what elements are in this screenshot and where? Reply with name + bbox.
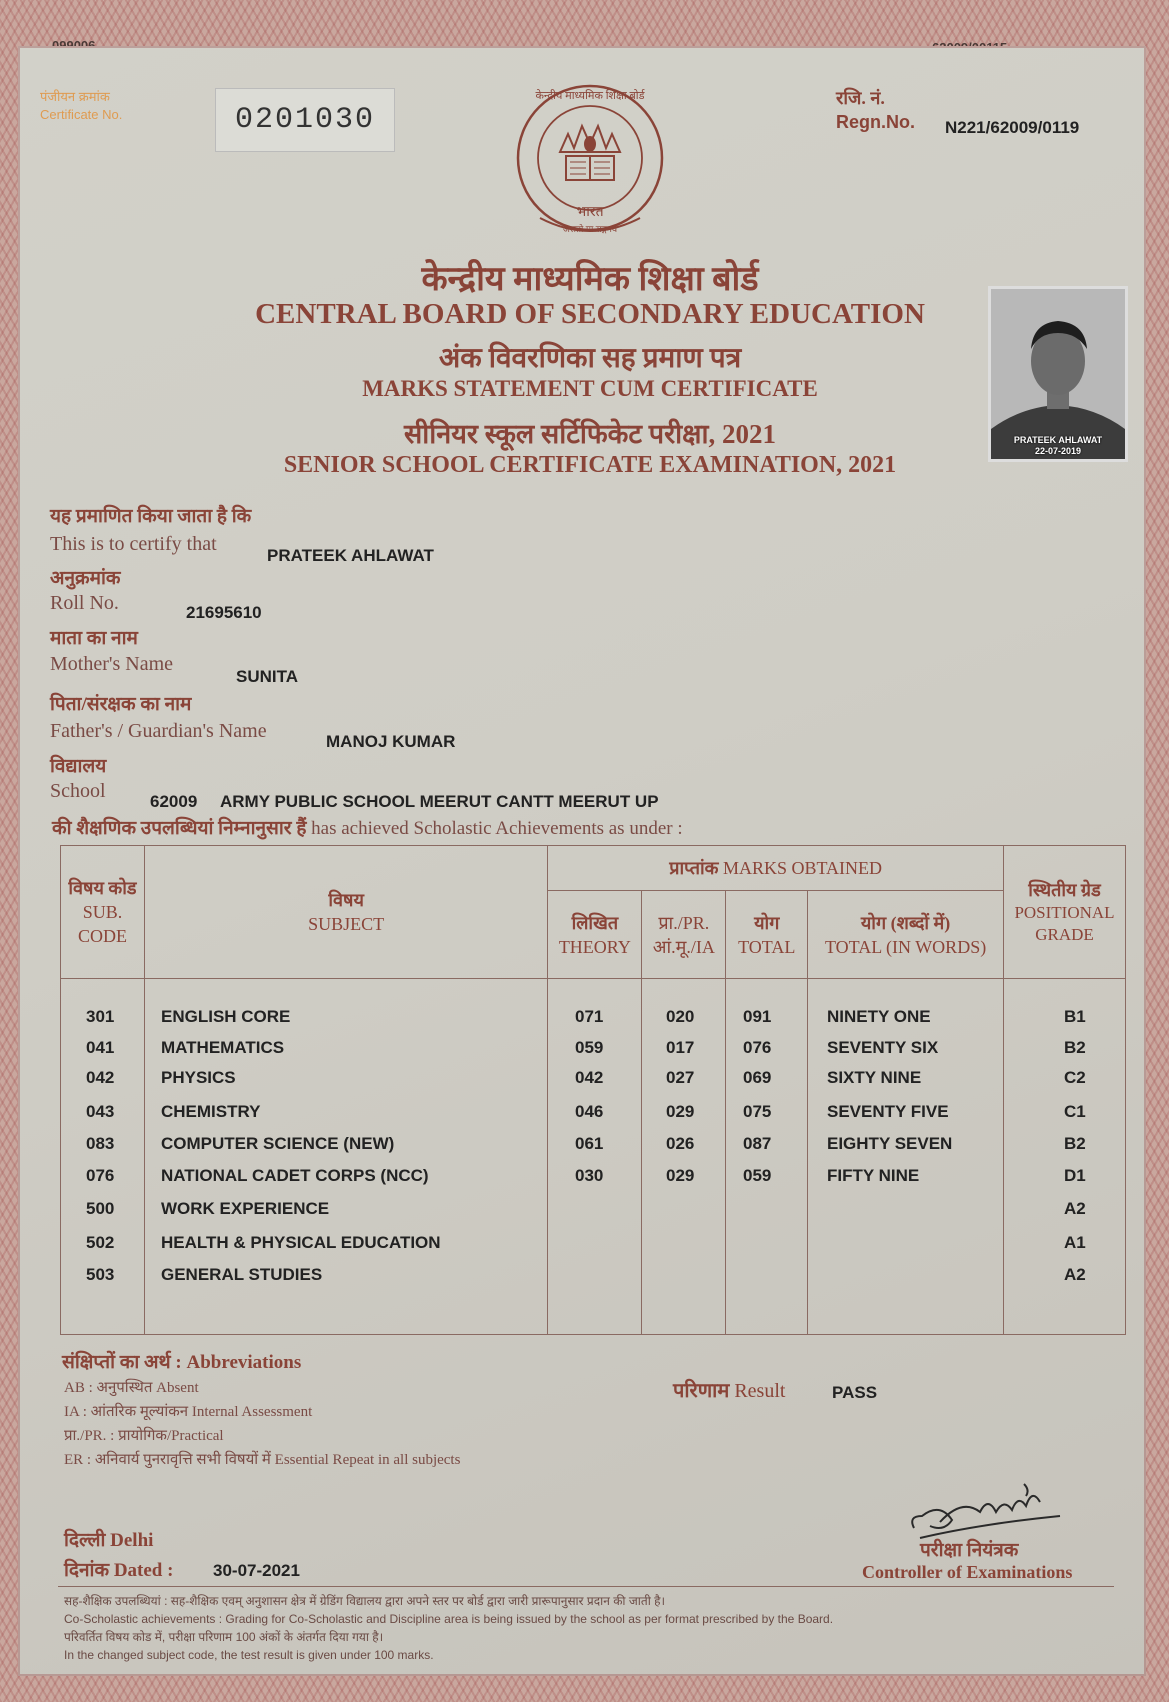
father-label: Father's / Guardian's Name (50, 720, 267, 742)
footer-divider (58, 1586, 1114, 1587)
certificate-number: 0201030 (215, 88, 395, 152)
dated-label (64, 1556, 173, 1582)
cell-code: 042 (86, 1068, 115, 1087)
theory-column (548, 979, 642, 1335)
place-en: Delhi (110, 1530, 154, 1551)
cell-subject: HEALTH & PHYSICAL EDUCATION (161, 1233, 441, 1252)
certificate-label-hi: पंजीयन क्रमांक (40, 89, 110, 104)
col-subject-hi: विषय (328, 890, 364, 910)
roll-label-hi: अनुक्रमांक (50, 568, 121, 589)
footnote: सह-शैक्षिक उपलब्धियां : सह-शैक्षिक एवम् अनुशासन क्षेत्र में ग्रेडिंग विद्यालय द्वारा अपने स्तर पर बोर्ड द्वारा जारी प्रारूपानुसार प्रदान की जाती है। (64, 1594, 666, 1608)
abbr-title-hi: संक्षिप्तों का अर्थ : (62, 1352, 182, 1373)
dated-value: 30-07-2021 (213, 1561, 300, 1580)
cell-theory: 042 (575, 1068, 604, 1087)
cell-subject: NATIONAL CADET CORPS (NCC) (161, 1166, 429, 1185)
certify-label-hi: यह प्रमाणित किया जाता है कि (50, 506, 252, 527)
cell-practical: 029 (666, 1166, 695, 1185)
result-label-hi: परिणाम (673, 1380, 730, 1402)
col-marks-en: MARKS OBTAINED (722, 858, 883, 878)
cell-words: SEVENTY SIX (827, 1038, 939, 1057)
board-title: CENTRAL BOARD OF SECONDARY EDUCATION (255, 298, 925, 330)
cell-theory: 059 (575, 1038, 604, 1057)
cell-code: 043 (86, 1102, 115, 1121)
cell-subject: WORK EXPERIENCE (161, 1199, 330, 1218)
regn-label-hi: रजि. नं. (836, 88, 885, 108)
cell-code: 500 (86, 1199, 115, 1218)
achievement-hi: की शैक्षणिक उपलब्धियां निम्नानुसार हैं (52, 818, 307, 839)
cell-practical: 020 (666, 1007, 695, 1026)
footnote: Co-Scholastic achievements : Grading for Co-Scholastic and Discipline area is being issued by the school as per format prescribed by the Board. (64, 1612, 834, 1626)
cell-theory: 030 (575, 1166, 604, 1185)
cell-subject: PHYSICS (161, 1068, 236, 1087)
abbr-item: प्रा./PR. : प्रायोगिक/Practical (64, 1428, 224, 1444)
col-theory (548, 891, 642, 979)
cell-total: 087 (743, 1134, 772, 1153)
cell-code: 076 (86, 1166, 115, 1185)
certificate-number-label (40, 88, 122, 124)
col-sub-code-hi: विषय कोड (68, 878, 137, 898)
col-marks-obtained (548, 846, 1004, 891)
cell-code: 301 (86, 1007, 115, 1026)
cell-subject: COMPUTER SCIENCE (NEW) (161, 1134, 395, 1153)
cell-code: 041 (86, 1038, 115, 1057)
roll-number: 21695610 (186, 603, 262, 622)
cell-code: 083 (86, 1134, 115, 1153)
mother-label: Mother's Name (50, 653, 174, 675)
result-value: PASS (832, 1383, 878, 1402)
roll-label: Roll No. (50, 592, 119, 614)
regn-label-en: Regn.No. (836, 112, 915, 132)
col-total (726, 891, 808, 979)
practical-column (642, 979, 726, 1335)
cell-code: 503 (86, 1265, 115, 1284)
cell-words: NINETY ONE (827, 1007, 931, 1026)
cell-theory: 046 (575, 1102, 604, 1121)
result-label (673, 1376, 785, 1403)
result-label-en: Result (734, 1380, 786, 1402)
cell-subject: MATHEMATICS (161, 1038, 285, 1057)
cell-subject: CHEMISTRY (161, 1102, 261, 1121)
cell-grade: A2 (1064, 1199, 1086, 1218)
school-label-hi: विद्यालय (50, 756, 107, 777)
father-name: MANOJ KUMAR (326, 732, 456, 751)
cell-grade: B2 (1064, 1134, 1086, 1153)
col-theory-hi: लिखित (571, 912, 619, 933)
col-grade-en: POSITIONAL GRADE (1014, 903, 1115, 944)
certify-label: This is to certify that (50, 533, 217, 555)
cell-total: 091 (743, 1007, 772, 1026)
dated-label-en: Dated : (113, 1560, 174, 1581)
cell-grade: C2 (1064, 1068, 1086, 1087)
achievement-en: has achieved Scholastic Achievements as under : (311, 818, 683, 839)
cell-grade: B1 (1064, 1007, 1086, 1026)
cell-code: 502 (86, 1233, 115, 1252)
controller-label-hi: परीक्षा नियंत्रक (920, 1540, 1019, 1561)
col-grade (1003, 846, 1125, 979)
regn-number: N221/62009/0119 (945, 118, 1080, 137)
father-label-hi: पिता/संरक्षक का नाम (50, 694, 192, 715)
school-name: ARMY PUBLIC SCHOOL MEERUT CANTT MEERUT UP (220, 792, 659, 811)
abbreviations-list (64, 1376, 460, 1472)
emblem-motto: असतो मा सद्गमय (562, 224, 618, 234)
cell-practical: 027 (666, 1068, 695, 1087)
col-total-en: TOTAL (738, 936, 796, 957)
school-label: School (50, 780, 106, 802)
col-subject (144, 846, 547, 979)
photo-name: PRATEEK AHLAWAT (1013, 435, 1103, 445)
school-code: 62009 (150, 792, 198, 811)
abbr-title-en: Abbreviations (186, 1352, 302, 1373)
certificate-label-en: Certificate No. (40, 107, 123, 122)
abbreviations-title (62, 1348, 301, 1374)
cell-theory: 061 (575, 1134, 604, 1153)
col-subject-en: SUBJECT (308, 914, 385, 934)
abbr-item: ER : अनिवार्य पुनरावृत्ति सभी विषयों में Essential Repeat in all subjects (64, 1452, 461, 1468)
abbr-item: AB : अनुपस्थित Absent (64, 1380, 199, 1396)
place-hi: दिल्ली (64, 1530, 106, 1551)
board-title-hindi: केन्द्रीय माध्यमिक शिक्षा बोर्ड (421, 261, 759, 298)
cell-practical: 017 (666, 1038, 695, 1057)
total-column (726, 979, 808, 1335)
cell-total: 069 (743, 1068, 772, 1087)
achievement-line (52, 814, 683, 840)
footnote: परिवर्तित विषय कोड में, परीक्षा परिणाम 100 अंकों के अंतर्गत दिया गया है। (64, 1630, 384, 1644)
person-photo-icon (991, 289, 1125, 459)
document-title-hindi: अंक विवरणिका सह प्रमाण पत्र (438, 343, 742, 374)
marks-table (60, 845, 1126, 1335)
col-practical (642, 891, 726, 979)
document-title: MARKS STATEMENT CUM CERTIFICATE (362, 376, 818, 401)
col-words-en: TOTAL (IN WORDS) (824, 936, 987, 957)
cell-words: FIFTY NINE (827, 1166, 920, 1185)
col-total-hi: योग (754, 912, 780, 933)
cell-total: 075 (743, 1102, 772, 1121)
emblem-bottom-text: भारत (576, 205, 604, 220)
photo-caption (991, 435, 1125, 457)
cell-words: EIGHTY SEVEN (827, 1134, 953, 1153)
footnotes (64, 1592, 1114, 1664)
controller-label: Controller of Examinations (862, 1562, 1073, 1582)
col-words-hi: योग (शब्दों में) (860, 912, 951, 933)
cell-words: SEVENTY FIVE (827, 1102, 949, 1121)
col-grade-hi: स्थितीय ग्रेड (1028, 880, 1101, 900)
photo-date: 22-07-2019 (1034, 446, 1082, 456)
cell-total: 059 (743, 1166, 772, 1185)
cell-grade: B2 (1064, 1038, 1086, 1057)
cell-theory: 071 (575, 1007, 604, 1026)
cell-words: SIXTY NINE (827, 1068, 922, 1087)
mother-name: SUNITA (236, 667, 299, 686)
cell-grade: C1 (1064, 1102, 1086, 1121)
cell-grade: D1 (1064, 1166, 1086, 1185)
cell-grade: A2 (1064, 1265, 1086, 1284)
cell-grade: A1 (1064, 1233, 1086, 1252)
words-column (808, 979, 1004, 1335)
col-sub-code (61, 846, 145, 979)
student-name: PRATEEK AHLAWAT (267, 546, 434, 565)
col-practical-hi: प्रा./PR. (658, 912, 710, 933)
abbr-item: IA : आंतरिक मूल्यांकन Internal Assessment (64, 1404, 313, 1420)
col-theory-en: THEORY (558, 936, 631, 957)
cell-practical: 029 (666, 1102, 695, 1121)
emblem-top-text: केन्द्रीय माध्यमिक शिक्षा बोर्ड (535, 90, 645, 102)
col-sub-code-en: SUB. CODE (77, 902, 127, 946)
dated-label-hi: दिनांक (64, 1560, 110, 1581)
exam-title-hindi: सीनियर स्कूल सर्टिफिकेट परीक्षा, 2021 (404, 419, 776, 449)
student-photo (988, 286, 1128, 462)
col-total-words (808, 891, 1004, 979)
place (64, 1526, 153, 1552)
col-practical-en: आं.मू./IA (652, 936, 715, 957)
footnote: In the changed subject code, the test result is given under 100 marks. (64, 1648, 434, 1662)
cell-practical: 026 (666, 1134, 695, 1153)
cell-subject: GENERAL STUDIES (161, 1265, 323, 1284)
mother-label-hi: माता का नाम (50, 628, 138, 649)
cell-subject: ENGLISH CORE (161, 1007, 291, 1026)
cell-total: 076 (743, 1038, 772, 1057)
exam-title: SENIOR SCHOOL CERTIFICATE EXAMINATION, 2021 (283, 452, 897, 478)
col-marks-hi: प्राप्तांक (669, 858, 719, 878)
